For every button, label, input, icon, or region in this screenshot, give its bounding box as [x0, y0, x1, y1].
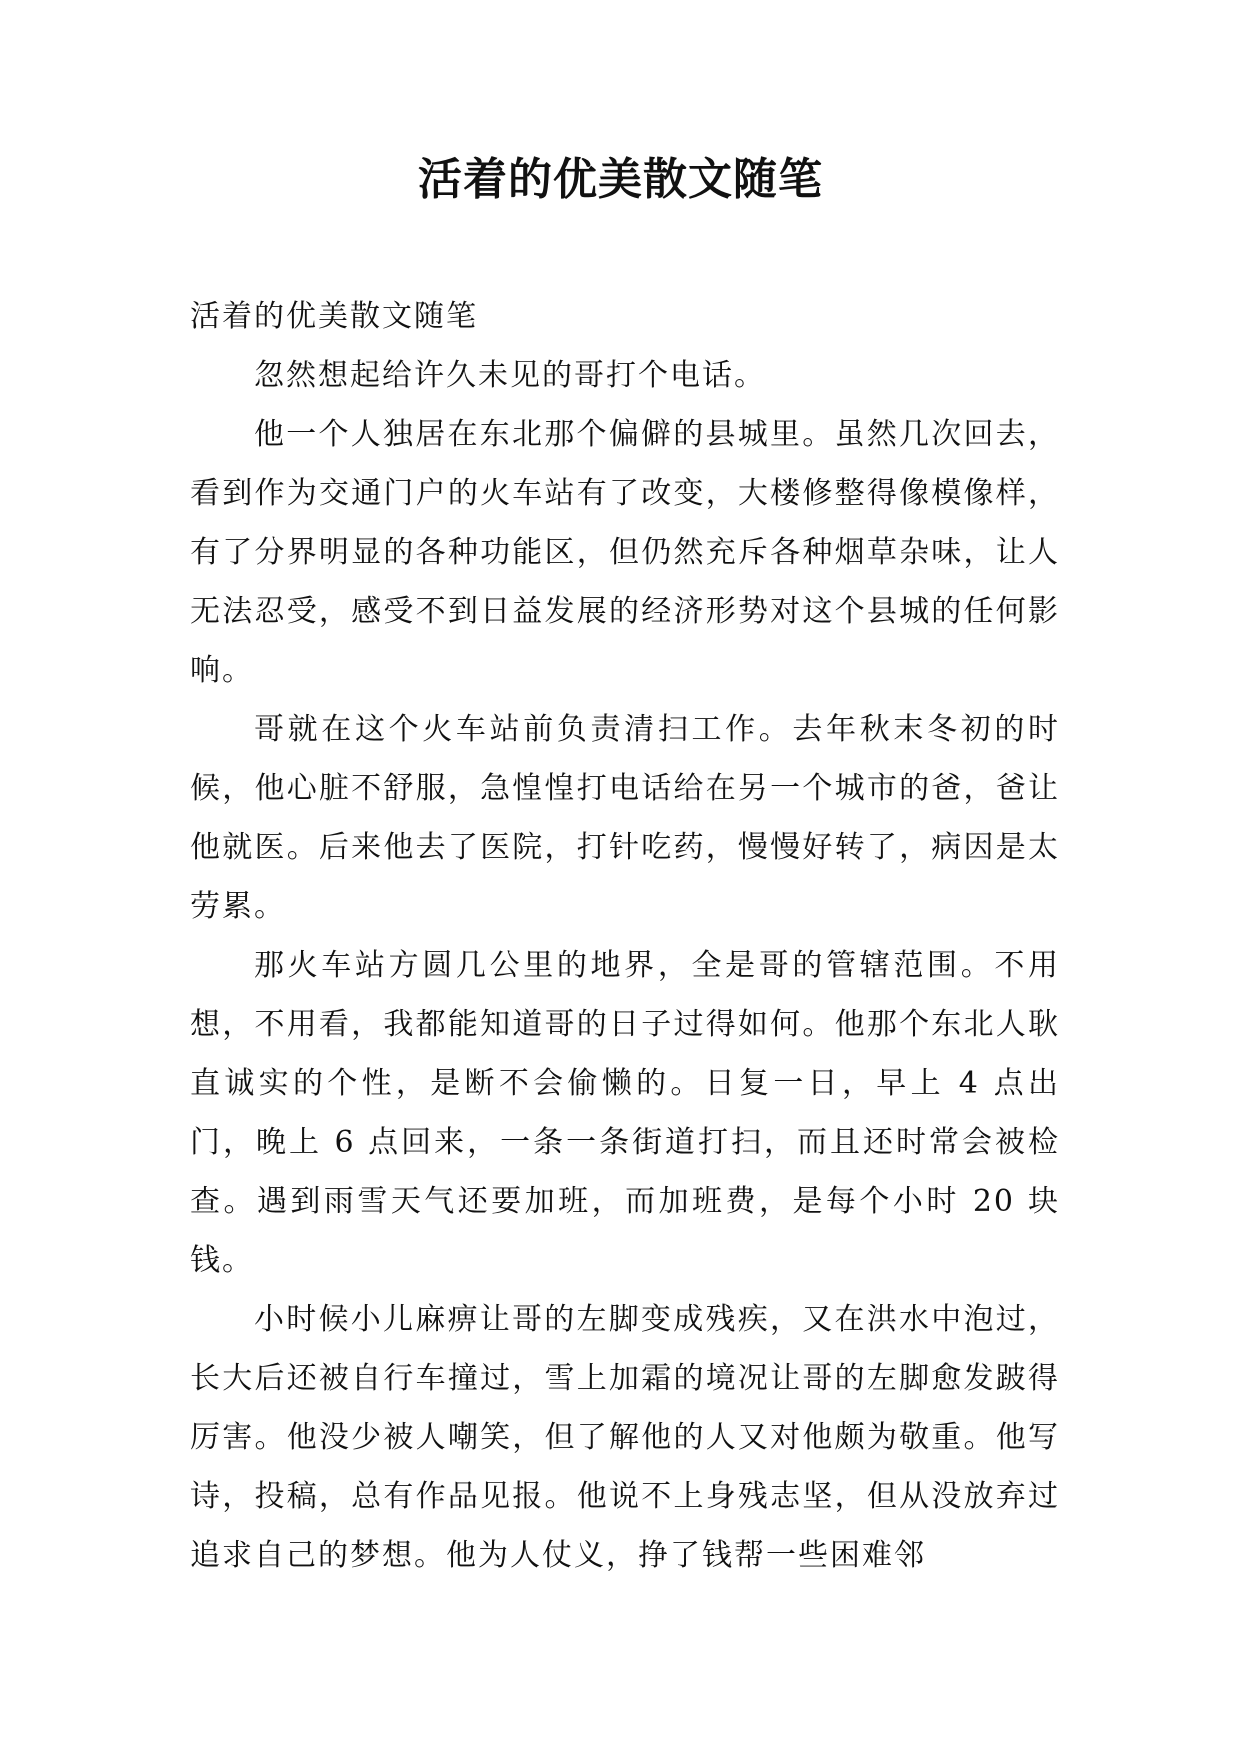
paragraph: 他一个人独居在东北那个偏僻的县城里。虽然几次回去，看到作为交通门户的火车站有了改变，大楼修整得像模像样，有了分界明显的各种功能区，但仍然充斥各种烟草杂味，让人无法忍受，感受不到日益发展的经济形势对这个县城的任何影响。 — [190, 417, 1060, 688]
paragraph: 小时候小儿麻痹让哥的左脚变成残疾，又在洪水中泡过，长大后还被自行车撞过，雪上加霜的境况让哥的左脚愈发跛得厉害。他没少被人嘲笑，但了解他的人又对他颇为敬重。他写诗，投稿，总有作品见报。他说不上身残志坚，但从没放弃过追求自己的梦想。他为人仗义，挣了钱帮一些困难邻 — [190, 1302, 1060, 1573]
page-title: 活着的优美散文随笔 — [418, 154, 823, 205]
paragraph: 忽然想起给许久未见的哥打个电话。 — [254, 358, 766, 393]
paragraph: 哥就在这个火车站前负责清扫工作。去年秋末冬初的时候，他心脏不舒服，急惶惶打电话给在另一个城市的爸，爸让他就医。后来他去了医院，打针吃药，慢慢好转了，病因是太劳累。 — [190, 712, 1060, 924]
document-subtitle: 活着的优美散文随笔 — [190, 299, 478, 334]
document-body — [190, 287, 1060, 1585]
paragraph: 那火车站方圆几公里的地界，全是哥的管辖范围。不用想，不用看，我都能知道哥的日子过得如何。他那个东北人耿直诚实的个性，是断不会偷懒的。日复一日，早上 4 点出门，晚上 6 点回来，一条一条街道打扫，而且还时常会被检查。遇到雨雪天气还要加班，而加班费，是每个小时 20 块钱。 — [190, 948, 1060, 1278]
